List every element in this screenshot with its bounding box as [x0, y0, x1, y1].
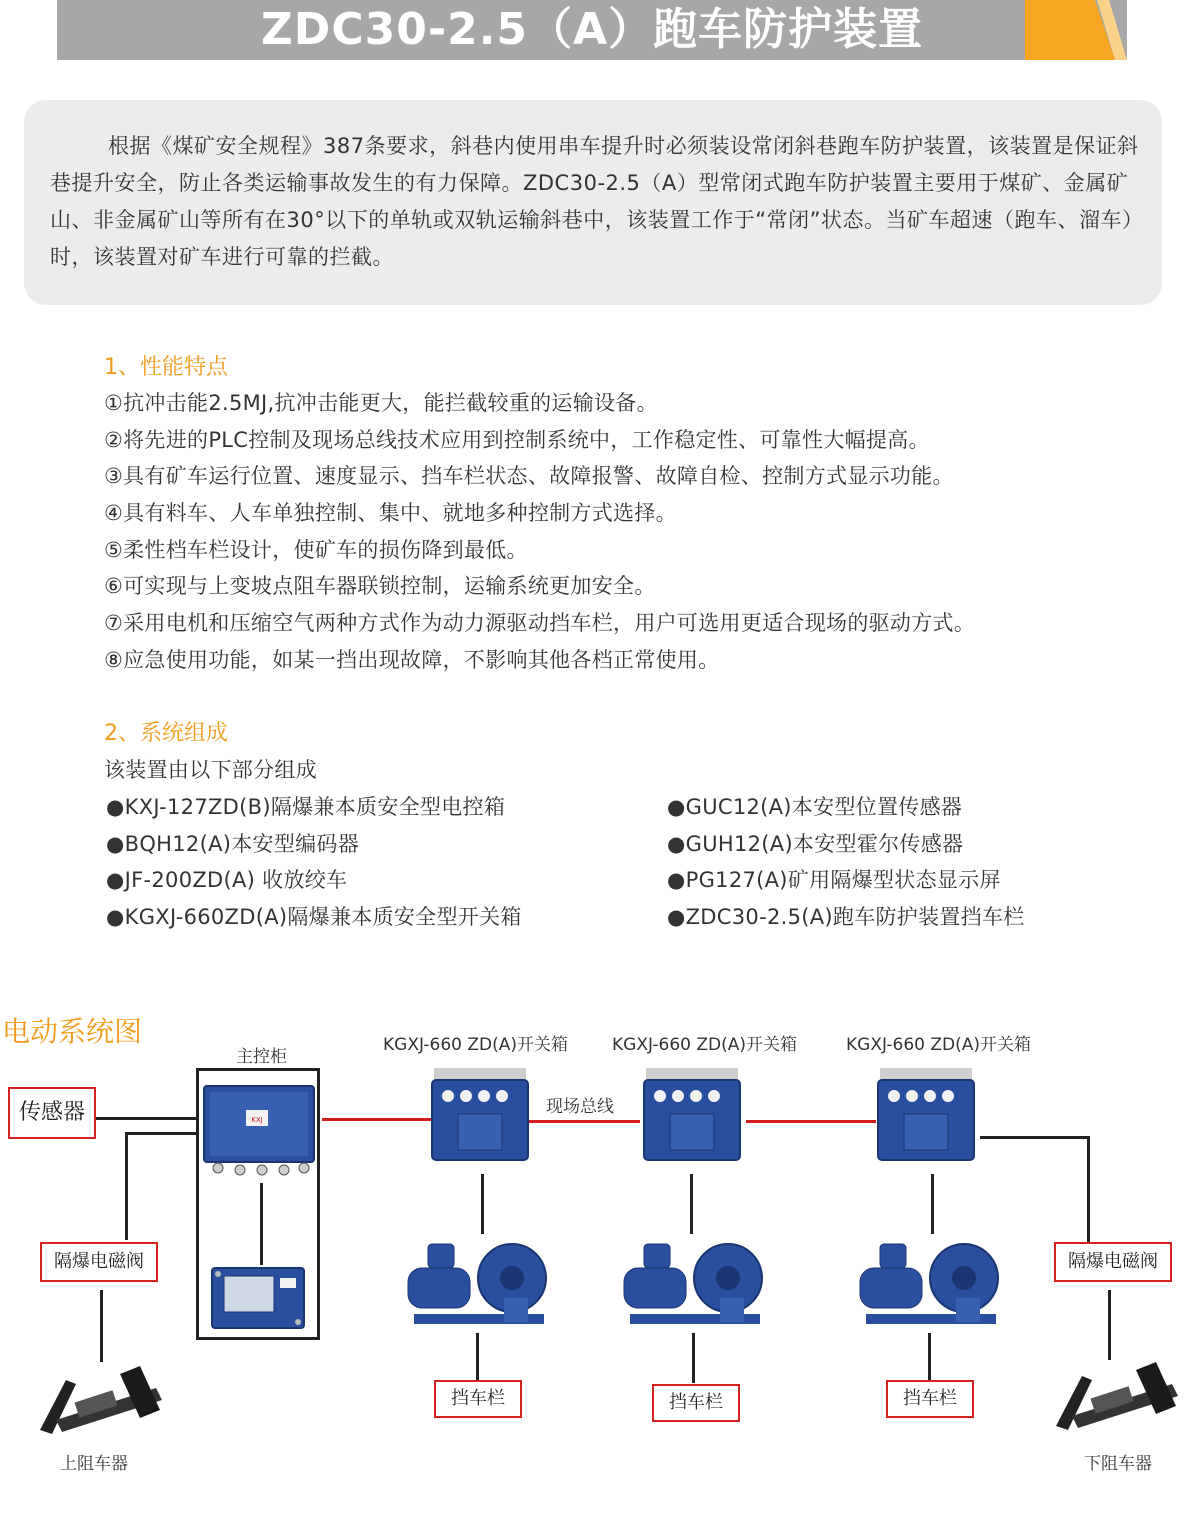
wire — [931, 1174, 934, 1234]
feature-item: ②将先进的PLC控制及现场总线技术应用到控制系统中，工作稳定性、可靠性大幅提高。 — [104, 427, 930, 452]
component-item: ●GUH12(A)本安型霍尔传感器 — [667, 831, 964, 856]
wire — [1108, 1290, 1111, 1360]
component-item: ●PG127(A)矿用隔爆型状态显示屏 — [667, 868, 1001, 893]
winch-unit-illustration-2 — [620, 1234, 770, 1334]
fieldbus-label: 现场总线 — [546, 1097, 614, 1117]
composition-heading: 2、系统组成 — [104, 721, 228, 746]
features-list — [104, 385, 975, 679]
feature-item: ④具有料车、人车单独控制、集中、就地多种控制方式选择。 — [104, 501, 677, 526]
lower-stopper-label: 下阻车器 — [1084, 1454, 1152, 1474]
main-cabinet-label: 主控柜 — [236, 1047, 287, 1067]
winch-unit-illustration-1 — [404, 1234, 554, 1334]
wire — [481, 1174, 484, 1234]
composition-intro: 该装置由以下部分组成 — [104, 758, 317, 782]
barrier-box-1: 挡车栏 — [434, 1380, 522, 1418]
switch-box-label-1: KGXJ-660 ZD(A)开关箱 — [383, 1035, 568, 1055]
display-panel-illustration — [210, 1266, 306, 1332]
feature-item: ⑦采用电机和压缩空气两种方式作为动力源驱动挡车栏，用户可选用更适合现场的驱动方式。 — [104, 611, 976, 636]
component-item: ●BQH12(A)本安型编码器 — [106, 831, 360, 856]
switch-box-label-3: KGXJ-660 ZD(A)开关箱 — [846, 1035, 1031, 1055]
intro-paragraph: 根据《煤矿安全规程》387条要求，斜巷内使用串车提升时必须装设常闭斜巷跑车防护装置，该装置是保证斜巷提升安全，防止各类运输事故发生的有力保障。ZDC30-2.5（A）型常闭式跑车防护装置主要用于煤矿、金属矿山、非金属矿山等所有在30°以下的单轨或双轨运输斜巷中，该装置工作于“常闭”状态。当矿车超速（跑车、溜车）时，该装置对矿车进行可靠的拦截。 — [50, 134, 1139, 269]
wire — [692, 1333, 695, 1383]
wire — [100, 1290, 103, 1362]
fieldbus-wire — [528, 1120, 640, 1123]
feature-item: ①抗冲击能2.5MJ,抗冲击能更大，能拦截较重的运输设备。 — [104, 391, 658, 415]
lower-stopper-illustration — [1052, 1356, 1182, 1436]
fieldbus-wire — [746, 1120, 876, 1123]
component-item: ●KGXJ-660ZD(A)隔爆兼本质安全型开关箱 — [106, 905, 522, 930]
valve-box-right: 隔爆电磁阀 — [1054, 1242, 1172, 1282]
switch-box-label-2: KGXJ-660 ZD(A)开关箱 — [612, 1035, 797, 1055]
composition-right-list — [667, 789, 1025, 936]
feature-item: ⑥可实现与上变坡点阻车器联锁控制，运输系统更加安全。 — [104, 574, 656, 599]
feature-item: ③具有矿车运行位置、速度显示、挡车栏状态、故障报警、故障自检、控制方式显示功能。 — [104, 464, 954, 489]
switch-box-illustration-1 — [428, 1062, 532, 1166]
feature-item: ⑧应急使用功能，如某一挡出现故障，不影响其他各档正常使用。 — [104, 647, 720, 672]
component-item: ●JF-200ZD(A) 收放绞车 — [106, 868, 348, 893]
wire — [96, 1117, 196, 1120]
feature-item: ⑤柔性档车栏设计，使矿车的损伤降到最低。 — [104, 537, 528, 562]
composition-left-list — [106, 789, 522, 936]
component-item: ●ZDC30-2.5(A)跑车防护装置挡车栏 — [667, 905, 1025, 930]
wire — [690, 1174, 693, 1234]
wire — [980, 1136, 1090, 1139]
features-heading: 1、性能特点 — [104, 355, 228, 380]
upper-stopper-label: 上阻车器 — [60, 1454, 128, 1474]
component-item: ●KXJ-127ZD(B)隔爆兼本质安全型电控箱 — [106, 795, 506, 819]
diagram-title: 电动系统图 — [2, 1015, 143, 1048]
barrier-box-3: 挡车栏 — [886, 1380, 974, 1418]
valve-box-left: 隔爆电磁阀 — [40, 1242, 158, 1282]
switch-box-illustration-2 — [640, 1062, 744, 1166]
upper-stopper-illustration — [36, 1360, 166, 1440]
sensor-box: 传感器 — [8, 1087, 96, 1139]
winch-unit-illustration-3 — [856, 1234, 1006, 1334]
component-item: ●GUC12(A)本安型位置传感器 — [667, 795, 963, 819]
cabinet-mark-text: KXJ — [251, 1116, 263, 1124]
switch-box-illustration-3 — [874, 1062, 978, 1166]
barrier-box-2: 挡车栏 — [652, 1384, 740, 1422]
wire — [928, 1333, 931, 1380]
wire — [125, 1132, 196, 1135]
fieldbus-wire — [322, 1118, 432, 1121]
wire — [1087, 1136, 1090, 1242]
wire — [476, 1333, 479, 1380]
wire — [125, 1132, 128, 1240]
control-box-illustration — [200, 1082, 318, 1178]
page-title: ZDC30-2.5（A）跑车防护装置 — [260, 4, 924, 55]
